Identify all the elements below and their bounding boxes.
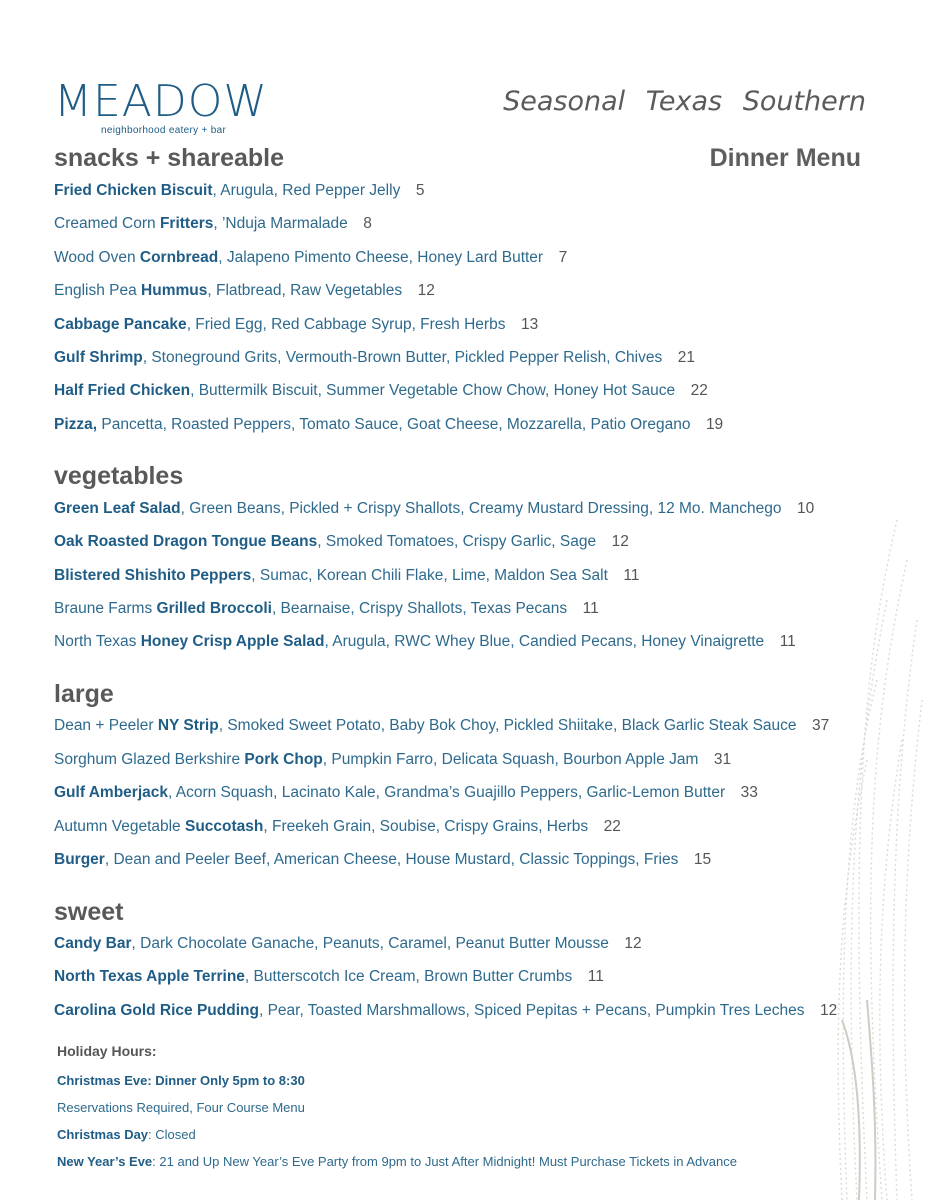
item-name: Green Leaf Salad (54, 500, 181, 517)
section-heading: vegetables (54, 462, 184, 490)
menu-item (54, 599, 599, 619)
item-name: Pizza, (54, 416, 98, 433)
item-price: 11 (572, 968, 604, 985)
item-name: Fried Chicken Biscuit (54, 182, 213, 199)
item-price: 19 (690, 416, 724, 433)
item-price: 15 (678, 851, 712, 868)
item-description: , ’Nduja Marmalade (213, 215, 348, 232)
menu-item (54, 716, 829, 736)
item-description: , Flatbread, Raw Vegetables (207, 282, 403, 299)
item-description: , Pear, Toasted Marshmallows, Spiced Pepitas + Pecans, Pumpkin Tres Leches (258, 1002, 805, 1019)
item-price: 8 (347, 215, 372, 232)
item-price: 12 (402, 282, 435, 299)
holiday-hours-text: Reservations Required, Four Course Menu (57, 1100, 305, 1115)
section-heading: large (54, 680, 114, 708)
menu-item (54, 348, 695, 368)
item-price: 12 (608, 935, 642, 952)
item-name: Hummus (141, 282, 208, 299)
item-description: , Arugula, Red Pepper Jelly (212, 182, 401, 199)
item-description: , Buttermilk Biscuit, Summer Vegetable Chow Chow, Honey Hot Sauce (190, 382, 676, 399)
item-description: , Sumac, Korean Chili Flake, Lime, Maldon Sea Salt (251, 567, 608, 584)
menu-item (54, 181, 424, 201)
item-price: 5 (400, 182, 425, 199)
item-description: , Stoneground Grits, Vermouth-Brown Butter, Pickled Pepper Relish, Chives (142, 349, 663, 366)
logo-wordmark: MEADOW (54, 76, 268, 127)
menu-item (54, 315, 538, 335)
item-price: 13 (505, 316, 539, 333)
item-prefix: Autumn Vegetable (54, 818, 185, 835)
item-price: 33 (725, 784, 758, 801)
item-description: , Freekeh Grain, Soubise, Crispy Grains, Herbs (263, 818, 589, 835)
item-name: Cornbread (139, 249, 219, 266)
item-description: , Arugula, RWC Whey Blue, Candied Pecans, Honey Vinaigrette (324, 633, 765, 650)
item-prefix: Braune Farms (54, 600, 157, 617)
item-price: 12 (596, 533, 629, 550)
item-name: Honey Crisp Apple Salad (140, 633, 325, 650)
item-description: , Fried Egg, Red Cabbage Syrup, Fresh Herbs (186, 316, 506, 333)
item-prefix: Wood Oven (54, 249, 140, 266)
holiday-hours-line (57, 1073, 305, 1088)
wheat-illustration (747, 500, 927, 1200)
menu-item (54, 566, 640, 586)
holiday-hours-text: : 21 and Up New Year’s Eve Party from 9pm to Just After Midnight! Must Purchase Tickets in Advance (152, 1154, 737, 1169)
menu-item (54, 214, 372, 234)
item-price: 37 (796, 717, 830, 734)
item-prefix: Creamed Corn (54, 215, 160, 232)
item-price: 7 (543, 249, 568, 266)
holiday-hours-line (57, 1100, 305, 1115)
menu-item (54, 934, 642, 954)
section-heading: snacks + shareable (54, 144, 285, 172)
menu-item (54, 632, 796, 652)
item-description: Pancetta, Roasted Peppers, Tomato Sauce, Goat Cheese, Mozzarella, Patio Oregano (97, 416, 691, 433)
item-prefix: English Pea (54, 282, 142, 299)
item-description: , Dark Chocolate Ganache, Peanuts, Caramel, Peanut Butter Mousse (131, 935, 609, 952)
item-price: 22 (675, 382, 708, 399)
item-name: Pork Chop (244, 751, 323, 768)
item-name: Blistered Shishito Peppers (54, 567, 252, 584)
item-price: 10 (781, 500, 815, 517)
holiday-hours-label: New Year’s Eve (57, 1154, 153, 1169)
menu-item (54, 415, 723, 435)
item-name: North Texas Apple Terrine (54, 968, 245, 985)
menu-item (54, 532, 629, 552)
item-description: , Green Beans, Pickled + Crispy Shallots, Creamy Mustard Dressing, 12 Mo. Manchego (180, 500, 782, 517)
menu-title: Dinner Menu (709, 144, 861, 172)
item-name: Succotash (185, 818, 264, 835)
restaurant-tagline: Seasonal Texas Southern (503, 86, 866, 117)
item-description: , Dean and Peeler Beef, American Cheese, House Mustard, Classic Toppings, Fries (104, 851, 679, 868)
item-description: , Smoked Sweet Potato, Baby Bok Choy, Pickled Shiitake, Black Garlic Steak Sauce (218, 717, 797, 734)
menu-item (54, 499, 814, 519)
item-description: , Bearnaise, Crispy Shallots, Texas Pecans (271, 600, 568, 617)
item-prefix: North Texas (54, 633, 141, 650)
item-prefix: Dean + Peeler (54, 717, 158, 734)
menu-item (54, 281, 435, 301)
item-name: Oak Roasted Dragon Tongue Beans (54, 533, 318, 550)
item-price: 11 (607, 567, 640, 584)
menu-item (54, 817, 621, 837)
item-description: , Jalapeno Pimento Cheese, Honey Lard Butter (218, 249, 544, 266)
item-description: , Acorn Squash, Lacinato Kale, Grandma’s Guajillo Peppers, Garlic-Lemon Butter (168, 784, 726, 801)
item-price: 22 (588, 818, 621, 835)
item-name: NY Strip (157, 717, 219, 734)
item-price: 11 (567, 600, 599, 617)
item-description: , Butterscotch Ice Cream, Brown Butter Crumbs (244, 968, 573, 985)
item-price: 21 (662, 349, 695, 366)
holiday-hours-text: : Closed (148, 1127, 196, 1142)
item-name: Cabbage Pancake (54, 316, 187, 333)
holiday-hours-title: Holiday Hours: (57, 1043, 157, 1059)
menu-item (54, 1001, 837, 1021)
item-price: 12 (804, 1002, 838, 1019)
menu-item (54, 248, 567, 268)
menu-item (54, 850, 711, 870)
item-name: Grilled Broccoli (156, 600, 272, 617)
holiday-hours-line (57, 1154, 737, 1169)
menu-item (54, 783, 758, 803)
item-name: Gulf Shrimp (54, 349, 143, 366)
item-prefix: Sorghum Glazed Berkshire (54, 751, 245, 768)
menu-item (54, 381, 708, 401)
item-price: 31 (698, 751, 732, 768)
item-price: 11 (764, 633, 796, 650)
item-name: Gulf Amberjack (54, 784, 168, 801)
item-name: Half Fried Chicken (54, 382, 191, 399)
holiday-hours-line (57, 1127, 196, 1142)
logo-tagline: neighborhood eatery + bar (101, 125, 227, 136)
menu-item (54, 750, 731, 770)
menu-item (54, 967, 604, 987)
item-name: Fritters (159, 215, 214, 232)
meadow-logo (54, 76, 268, 136)
holiday-hours-label: Christmas Day (57, 1127, 149, 1142)
item-description: , Smoked Tomatoes, Crispy Garlic, Sage (317, 533, 597, 550)
item-name: Candy Bar (54, 935, 132, 952)
item-description: , Pumpkin Farro, Delicata Squash, Bourbon Apple Jam (322, 751, 699, 768)
section-heading: sweet (54, 898, 124, 926)
holiday-hours-label: Christmas Eve: Dinner Only 5pm to 8:30 (57, 1073, 305, 1088)
item-name: Carolina Gold Rice Pudding (54, 1002, 259, 1019)
item-name: Burger (54, 851, 105, 868)
